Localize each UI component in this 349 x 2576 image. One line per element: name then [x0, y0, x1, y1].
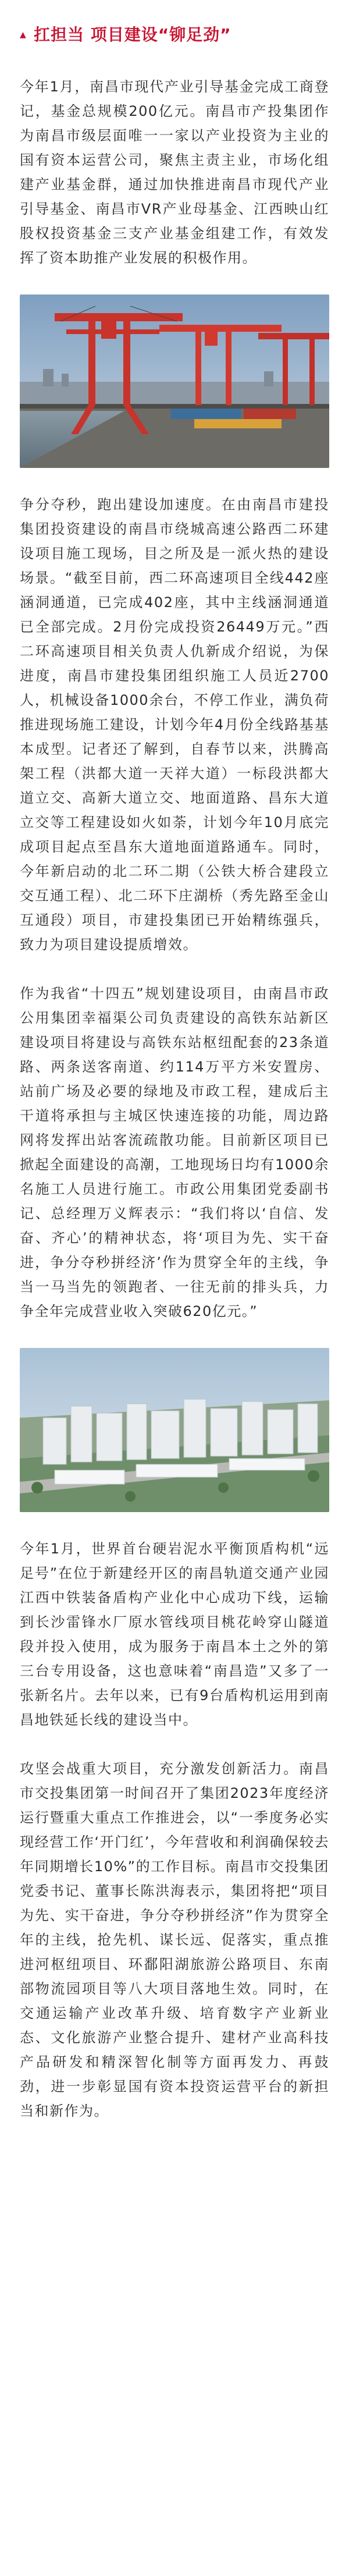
paragraph-3: 作为我省“十四五”规划建设项目，由南昌市政公用集团幸福渠公司负责建设的高铁东站新区建设项目将建设与高铁东站枢纽配套的23条道路、两条送客南道、约114万平方米安置房、站前广场及必要的绿地及市政工程，建成后主干道将承担与主城区快速连接的功能，周边路网将发挥出站客流疏散功能。目前新区项目已掀起全面建设的高潮，工地现场日均有1000余名施工人员进行施工。市政公用集团党委副书记、总经理万义辉表示：“我们将以‘自信、发奋、齐心’的精神状态，将‘项目为先、实干奋进，争分夺秒拼经济’作为贯穿全年的主线，争当一马当先的领跑者、一往无前的排头兵，力争全年完成营业收入突破620亿元。” — [20, 985, 329, 1319]
port-crane-image — [20, 294, 329, 468]
paragraph-5: 攻坚会战重大项目，充分激发创新活力。南昌市交投集团第一时间召开了集团2023年度经济运行暨重大重点工作推进会，以“一季度务必实现经营工作‘开门红’，今年营收和利润确保较去年同期增长10%”的工作目标。南昌市交投集团党委书记、董事长陈洪海表示，集团将把“项目为先、实干奋进，争分夺秒拼经济”作为贯穿全年的主线，抢先机、谋长远、促落实，重点推进河枢纽项目、环鄱阳湖旅游公路项目、东南部物流园项目等八大项目落地生效。同时，在交通运输产业改革升级、培育数字产业新业态、文化旅游产业整合提升、建材产业高科技产品研发和精深智化制等方面再发力、再鼓劲，进一步彰显国有资本投资运营平台的新担当和新作为。 — [20, 1761, 329, 2119]
section-title: 扛担当 项目建设“铆足劲” — [34, 25, 232, 44]
section-heading — [20, 23, 329, 47]
aerial-city-image — [20, 1348, 329, 1512]
triangle-icon: ▲ — [20, 30, 26, 40]
paragraph-1: 今年1月，南昌市现代产业引导基金完成工商登记，基金总规模200亿元。南昌市产投集团作为南昌市级层面唯一一家以产业投资为主业的国有资本运营公司，聚焦主责主业，市场化组建产业基金群，通过加快推进南昌市现代产业引导基金、南昌市VR产业母基金、江西映山红股权投资基金三支产业基金组建工作，有效发挥了资本助推产业发展的积极作用。 — [20, 79, 329, 266]
paragraph-4: 今年1月，世界首台硬岩泥水平衡顶盾构机“远足号”在位于新建经开区的南昌轨道交通产业园江西中铁装备盾构产业化中心成功下线，运输到长沙雷锋水厂原水管线项目桃花岭穿山隧道段并投入使用，成为服务于南昌本土之外的第三台专用设备，这也意味着“南昌造”又多了一张新名片。去年以来，已有9台盾构机运用到南昌地铁延长线的建设当中。 — [20, 1541, 329, 1728]
port-crane-photo — [20, 294, 329, 468]
paragraph-2: 争分夺秒，跑出建设加速度。在由南昌市建投集团投资建设的南昌市绕城高速公路西二环建设项目施工现场，目之所及是一派火热的建设场景。“截至目前，西二环高速项目全线442座涵洞通道，已完成402座，其中主线涵洞通道已全部完成。2月份完成投资26449万元。”西二环高速项目相关负责人仇新成介绍说，为保进度，南昌市建投集团组织施工人员近2700人，机械设备1000余台，不停工作业，满负荷推进现场施工建设，计划今年4月份全线路基基本成型。记者还了解到，自春节以来，洪腾高架工程（洪都大道一天祥大道）一标段洪都大道立交、高新大道立交、地面道路、昌东大道立交等工程建设如火如荼，计划今年10月底完成项目起点至昌东大道地面道路通车。同时，今年新启动的北二环二期（公铁大桥合建段立交互通工程）、北二环下庄湖桥（秀先路至金山互通段）项目，市建投集团已开始精练强兵，致力为项目建设提质增效。 — [20, 496, 329, 953]
aerial-city-photo — [20, 1348, 329, 1512]
